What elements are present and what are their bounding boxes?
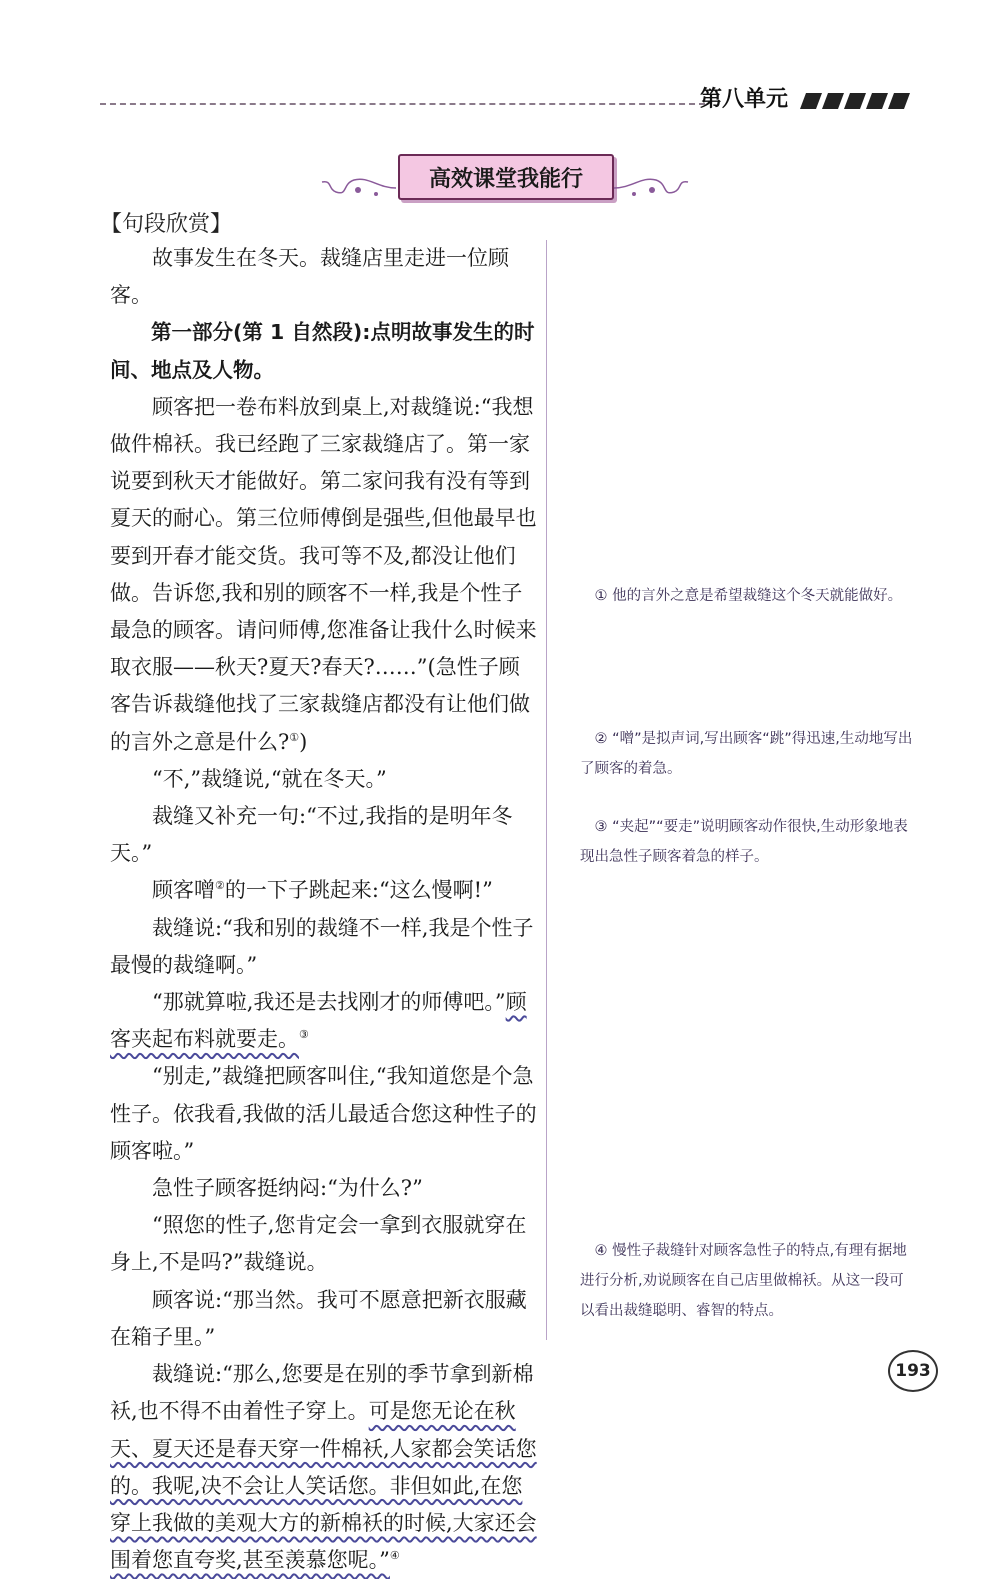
paragraph-customer-leaves: “那就算啦,我还是去找刚才的师傅吧。”顾客夹起布料就要走。③	[110, 990, 527, 1052]
annotation-mark-3: ③	[299, 1028, 309, 1042]
guiding-question: (急性子顾客告诉裁缝他找了三家裁缝店都没有让他们做的言外之意是什么?	[110, 655, 530, 754]
paragraph-tailor-reasoning: 裁缝说:“那么,您要是在别的季节拿到新棉袄,也不得不由着性子穿上。可是您无论在秋天、夏天还是春天穿一件棉袄,人家都会笑话您的。我呢,决不会让人笑话您。非但如此,在您穿上我做的美观大方的新棉袄的时候,大家还会围着您直夸奖,甚至羡慕您呢。”④	[110, 1362, 537, 1573]
paragraph-1: 故事发生在冬天。裁缝店里走进一位顾客。	[110, 246, 509, 308]
unit-title: 第八单元	[700, 87, 789, 112]
paragraph-dont-go: “别走,”裁缝把顾客叫住,“我知道您是个急性子。依我看,我做的活儿最适合您这种性子的顾客啦。”	[110, 1064, 537, 1163]
paragraph-why: 急性子顾客挺纳闷:“为什么?”	[152, 1176, 423, 1201]
left-flourish-icon	[318, 166, 398, 198]
wavy-underlined-phrase-4: 可是您无论在秋天、夏天还是春天穿一件棉袄,人家都会笑话您的。我呢,决不会让人笑话您。非但如此,在您穿上我做的美观大方的新棉袄的时候,大家还会围着您直夸奖,甚至羡慕您呢。”	[110, 1399, 537, 1573]
paragraph-tailor-reply: “不,”裁缝说,“就在冬天。”	[152, 766, 387, 791]
banner-text: 高效课堂我能行	[428, 166, 583, 192]
page-number: 193	[888, 1350, 938, 1392]
paragraph-slow-tailor: 裁缝说:“我和别的裁缝不一样,我是个性子最慢的裁缝啊。”	[110, 915, 534, 977]
header-rule	[100, 103, 705, 105]
right-flourish-icon	[612, 166, 692, 198]
annotation-mark-1: ①	[289, 730, 300, 744]
story-text-column	[110, 240, 540, 1579]
paragraph-tailor-adds: 裁缝又补充一句:“不过,我指的是明年冬天。”	[110, 804, 513, 866]
paragraph-wear-immediately: “照您的性子,您肯定会一拿到衣服就穿在身上,不是吗?”裁缝说。	[110, 1213, 527, 1275]
note-4: ④ 慢性子裁缝针对顾客急性子的特点,有理有据地进行分析,劝说顾客在自己店里做棉袄。从这一段可以看出裁缝聪明、睿智的特点。	[580, 1243, 907, 1319]
annotation-mark-4: ④	[389, 1549, 400, 1563]
section-label: 【句段欣赏】	[100, 212, 233, 237]
note-3: ③ “夹起”“要走”说明顾客动作很快,生动形象地表现出急性子顾客着急的样子。	[580, 819, 908, 865]
paragraph-customer-jumps: 顾客噌②的一下子跳起来:“这么慢啊!”	[152, 878, 493, 903]
paragraph-of-course: 顾客说:“那当然。我可不愿意把新衣服藏在箱子里。”	[110, 1287, 527, 1349]
paragraph-customer-request: 顾客把一卷布料放到桌上,对裁缝说:“我想做件棉袄。我已经跑了三家裁缝店了。第一家说要到秋天才能做好。第二家问我有没有等到夏天的耐心。第三位师傅倒是强些,但他最早也要到开春才能交货。我可等不及,都没让他们做。告诉您,我和别的顾客不一样,我是个性子最急的顾客。请问师傅,您准备让我什么时候来取衣服——秋天?夏天?春天?……”(急性子顾客告诉裁缝他找了三家裁缝店都没有让他们做的言外之意是什么?①)	[110, 394, 537, 754]
header-stripes-decoration	[800, 93, 918, 109]
note-1: ① 他的言外之意是希望裁缝这个冬天就能做好。	[594, 588, 903, 604]
note-2: ② “噌”是拟声词,写出顾客“跳”得迅速,生动地写出了顾客的着急。	[580, 731, 913, 777]
column-divider	[546, 240, 547, 1340]
part-summary: 第一部分(第 1 自然段):点明故事发生的时间、地点及人物。	[110, 320, 535, 382]
wavy-underlined-phrase-3: 顾客夹起布料就要走。	[110, 990, 527, 1052]
banner-title	[398, 154, 614, 200]
annotation-mark-2: ②	[215, 879, 225, 893]
